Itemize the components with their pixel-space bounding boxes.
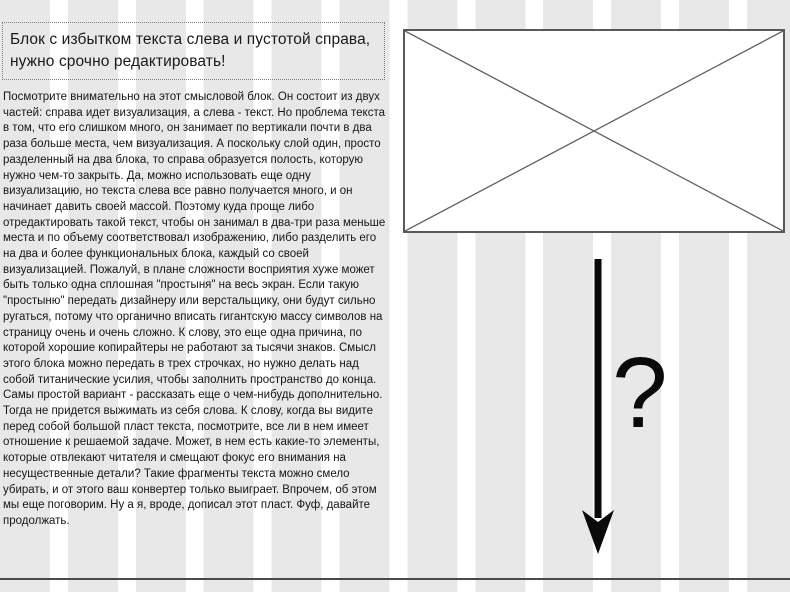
placeholder-cross-icon [405,31,783,231]
bottom-divider [0,578,790,580]
body-text: Посмотрите внимательно на этот смысловой блок. Он состоит из двух частей: справа идет визуализация, а слева - текст. Но проблема текста в том, что его слишком много, он занимает по вертикали почти в два раза больше места, чем визуализация. А поскольку слой один, просто разделенный на два блока, то справа образуется полость, которую нужно чем-то закрыть. Да, можно использовать еще одну визуализацию, но текста слева все равно получается много, и он начинает давить своей массой. Поэтому куда проще либо отредактировать такой текст, чтобы он занимал в два-три раза меньше места и по объему соответствовал изображению, либо разделить его на два и более функциональных блока, каждый со своей визуализацией. Пожалуй, в плане сложности восприятия хуже может быть только одна сплошная "простыня" на весь экран. Если такую "простыню" передать дизайнеру или верстальщику, они будут сильно ругаться, потому что органично вписать гигантскую массу символов на страницу очень и очень сложно. К слову, это еще одна причина, по которой хорошие копирайтеры не работают за тысячи знаков. Смысл этого блока можно передать в трех строчках, но нужно делать над собой титанические усилия, чтобы заполнить пространство до конца. Самы простой вариант - рассказать еще о чем-нибудь дополнительно. Тогда не придется выжимать из себя слова. К слову, когда вы видите перед собой большой пласт текста, посмотрите, все ли в нем имеет отношение к решаемой задаче. Может, в нем есть какие-то элементы, которые отвлекают читателя и смещают фокус его внимания на несущественные детали? Такие фрагменты текста можно смело убирать, и от этого ваш конвертер только выиграет. Впрочем, об этом мы еще поговорим. Ну а я, вроде, дописал этот пласт. Фуф, давайте продолжать. [3,91,386,527]
headline-box [2,22,385,80]
question-mark: ? [612,337,668,449]
headline-text: Блок с избытком текста слева и пустотой справа, нужно срочно редактировать! [10,31,371,70]
image-placeholder [403,29,785,233]
